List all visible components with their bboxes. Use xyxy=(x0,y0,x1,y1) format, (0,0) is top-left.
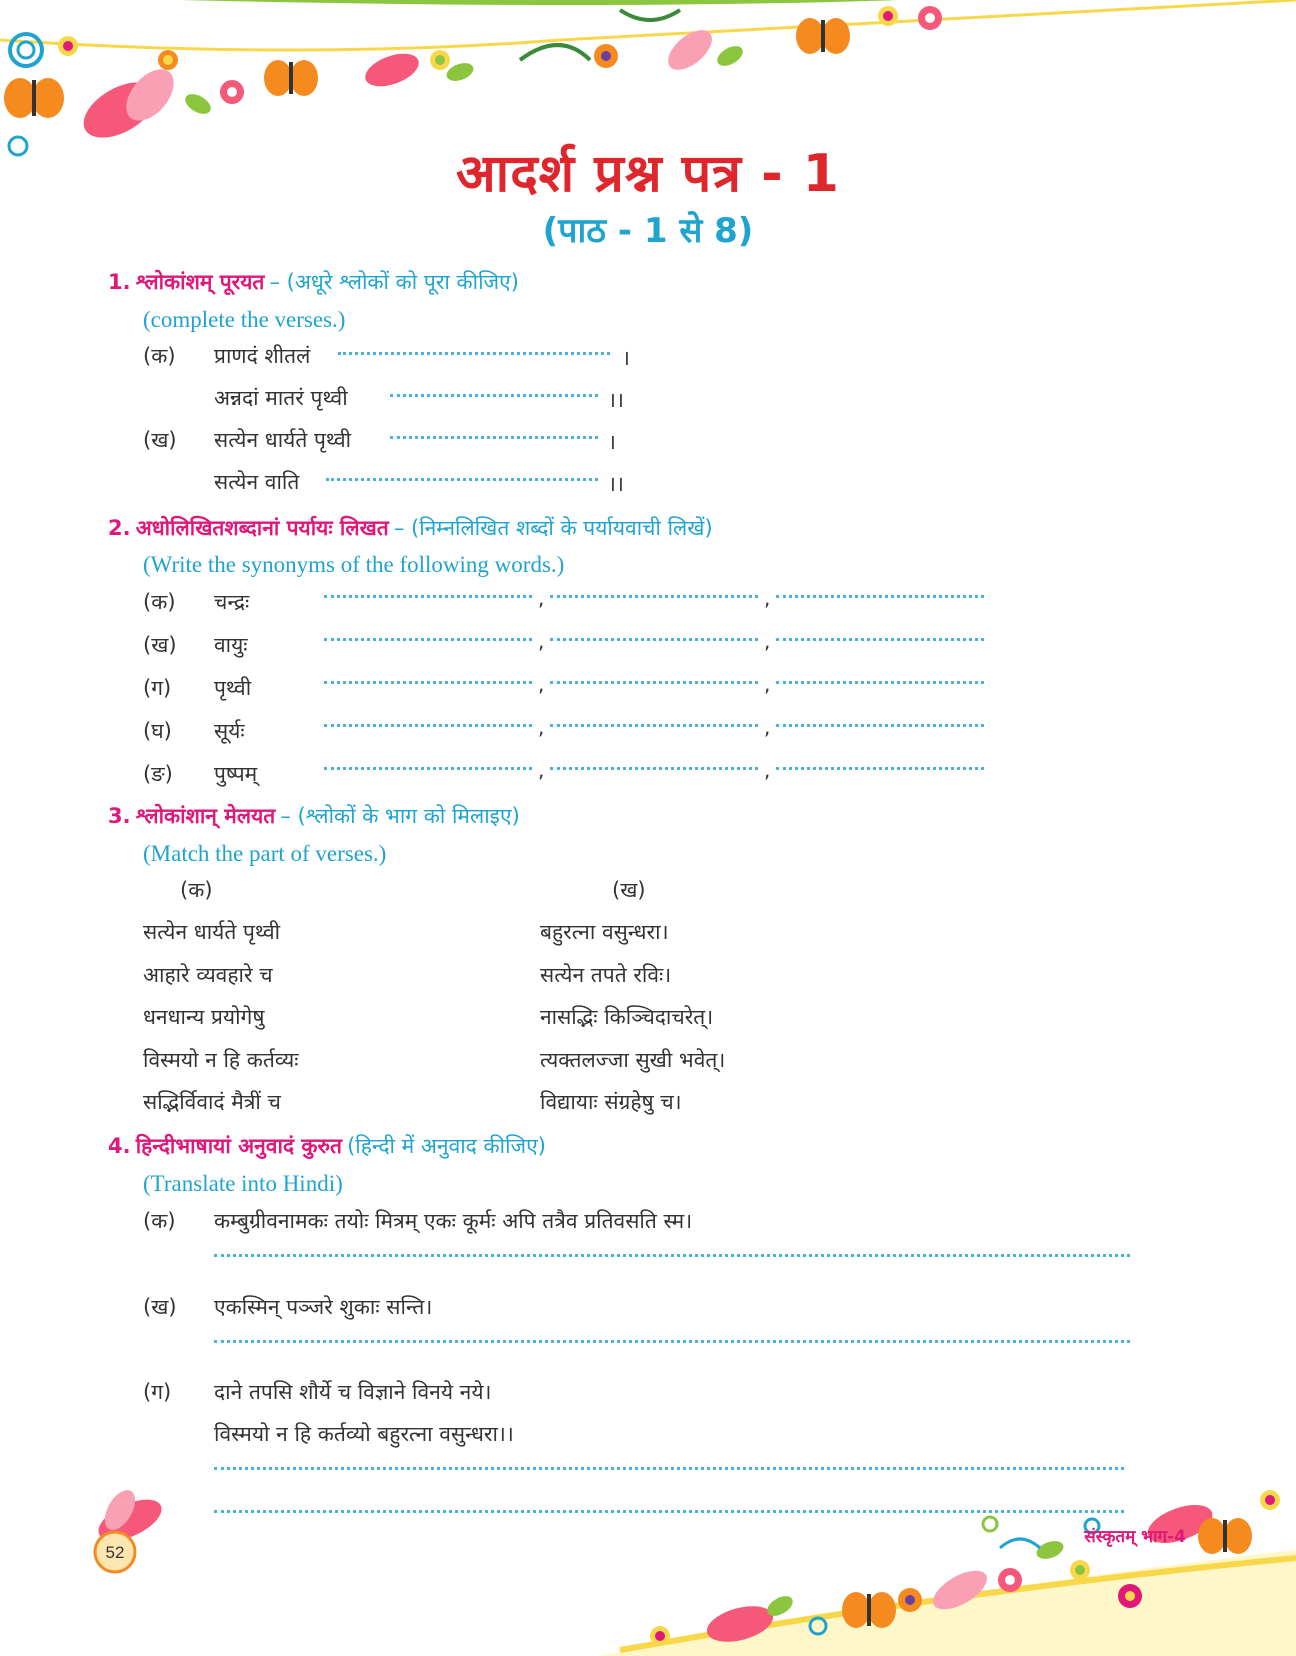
answer-blank[interactable] xyxy=(390,436,598,439)
page-title: आदर्श प्रश्न पत्र - 1 xyxy=(456,144,840,204)
item-label: (ख) xyxy=(143,1295,177,1319)
synonym-word: पृथ्वी xyxy=(214,676,252,700)
match-column-a-item: सत्येन धार्यते पृथ्वी xyxy=(143,920,281,944)
synonym-word: सूर्यः xyxy=(214,719,245,743)
item-label: (ख) xyxy=(143,428,177,452)
answer-blank[interactable] xyxy=(550,724,758,727)
answer-blank[interactable] xyxy=(324,595,532,598)
synonym-word: वायुः xyxy=(214,633,248,657)
question-hint: – (श्लोकों के भाग को मिलाइए) xyxy=(280,804,520,828)
page-number: 52 xyxy=(105,1543,125,1562)
question-3-heading xyxy=(108,802,520,830)
question-hint: – (अधूरे श्लोकों को पूरा कीजिए) xyxy=(269,270,519,294)
verse-end-mark: । xyxy=(622,346,630,370)
question-1-heading xyxy=(108,268,519,296)
match-column-b-item: बहुरत्ना वसुन्धरा। xyxy=(540,920,669,944)
answer-blank[interactable] xyxy=(776,638,984,641)
item-label: (घ) xyxy=(143,719,172,743)
item-label: (क) xyxy=(143,1209,176,1233)
answer-blank[interactable] xyxy=(776,724,984,727)
question-1-english: (complete the verses.) xyxy=(143,307,346,332)
match-column-b-item: सत्येन तपते रविः। xyxy=(540,963,672,987)
answer-blank[interactable] xyxy=(324,767,532,770)
item-label: (ख) xyxy=(143,633,177,657)
comma-separator: , xyxy=(764,586,771,610)
synonym-word: पुष्पम् xyxy=(214,762,258,786)
comma-separator: , xyxy=(764,672,771,696)
answer-blank[interactable] xyxy=(550,681,758,684)
comma-separator: , xyxy=(764,629,771,653)
answer-blank[interactable] xyxy=(214,1254,1130,1257)
question-2-english: (Write the synonyms of the following words.) xyxy=(143,552,565,577)
footer-floral-decoration xyxy=(0,1440,1296,1656)
question-4-heading xyxy=(108,1132,546,1160)
match-column-b-item: त्यक्तलज्जा सुखी भवेत्। xyxy=(540,1048,726,1072)
verse-end-mark: । xyxy=(608,430,616,454)
answer-blank[interactable] xyxy=(550,638,758,641)
translation-sentence: कम्बुग्रीवनामकः तयोः मित्रम् एकः कूर्मः अपि तत्रैव प्रतिवसति स्म। xyxy=(214,1209,693,1233)
synonym-word: चन्द्रः xyxy=(214,590,250,614)
answer-blank[interactable] xyxy=(776,595,984,598)
page-subtitle: (पाठ - 1 से 8) xyxy=(542,211,754,251)
question-3-english: (Match the part of verses.) xyxy=(143,841,387,866)
question-title: श्लोकांशम् पूरयत xyxy=(135,270,265,294)
verse-end-mark: ।। xyxy=(608,388,624,412)
item-label: (क) xyxy=(143,344,176,368)
answer-blank[interactable] xyxy=(776,767,984,770)
match-column-a-item: सद्भिर्विवादं मैत्रीं च xyxy=(143,1090,281,1114)
comma-separator: , xyxy=(538,672,545,696)
question-number: 1. xyxy=(108,270,131,294)
item-label: (ग) xyxy=(143,1380,172,1404)
answer-blank[interactable] xyxy=(550,595,758,598)
match-column-b-item: विद्यायाः संग्रहेषु च। xyxy=(540,1090,682,1114)
question-title: अधोलिखितशब्दानां पर्यायः लिखत xyxy=(135,516,389,540)
question-hint: (हिन्दी में अनुवाद कीजिए) xyxy=(347,1134,546,1158)
answer-blank[interactable] xyxy=(324,638,532,641)
question-number: 3. xyxy=(108,804,131,828)
answer-blank[interactable] xyxy=(324,724,532,727)
match-column-a-item: विस्मयो न हि कर्तव्यः xyxy=(143,1048,299,1072)
column-a-header: (क) xyxy=(180,878,213,902)
comma-separator: , xyxy=(764,715,771,739)
comma-separator: , xyxy=(538,715,545,739)
verse-line: अन्नदां मातरं पृथ्वी xyxy=(214,386,348,410)
column-b-header: (ख) xyxy=(612,878,646,902)
comma-separator: , xyxy=(764,758,771,782)
translation-sentence: एकस्मिन् पञ्जरे शुकाः सन्ति। xyxy=(214,1295,433,1319)
verse-line: सत्येन वाति xyxy=(214,470,300,494)
comma-separator: , xyxy=(538,586,545,610)
answer-blank[interactable] xyxy=(214,1340,1130,1343)
verse-end-mark: ।। xyxy=(608,472,624,496)
answer-blank[interactable] xyxy=(776,681,984,684)
match-column-a-item: धनधान्य प्रयोगेषु xyxy=(143,1005,265,1029)
question-4-english: (Translate into Hindi) xyxy=(143,1171,343,1196)
answer-blank[interactable] xyxy=(324,681,532,684)
question-number: 2. xyxy=(108,516,131,540)
question-title: हिन्दीभाषायां अनुवादं कुरुत xyxy=(135,1134,342,1158)
comma-separator: , xyxy=(538,758,545,782)
verse-line: प्राणदं शीतलं xyxy=(214,344,311,368)
question-2-heading xyxy=(108,514,713,542)
item-label: (क) xyxy=(143,590,176,614)
match-column-b-item: नासद्भिः किञ्चिदाचरेत्। xyxy=(540,1005,714,1029)
book-name: संस्कृतम् भाग-4 xyxy=(1084,1527,1186,1547)
answer-blank[interactable] xyxy=(326,478,598,481)
answer-blank[interactable] xyxy=(390,394,598,397)
verse-line: सत्येन धार्यते पृथ्वी xyxy=(214,428,352,452)
translation-sentence: विस्मयो न हि कर्तव्यो बहुरत्ना वसुन्धरा।। xyxy=(214,1422,514,1446)
question-title: श्लोकांशान् मेलयत xyxy=(135,804,276,828)
question-hint: – (निम्नलिखित शब्दों के पर्यायवाची लिखें) xyxy=(393,516,713,540)
answer-blank[interactable] xyxy=(550,767,758,770)
answer-blank[interactable] xyxy=(338,352,610,355)
match-column-a-item: आहारे व्यवहारे च xyxy=(143,963,273,987)
translation-sentence: दाने तपसि शौर्ये च विज्ञाने विनये नये। xyxy=(214,1380,492,1404)
item-label: (ङ) xyxy=(143,762,173,786)
question-number: 4. xyxy=(108,1134,131,1158)
item-label: (ग) xyxy=(143,676,172,700)
comma-separator: , xyxy=(538,629,545,653)
